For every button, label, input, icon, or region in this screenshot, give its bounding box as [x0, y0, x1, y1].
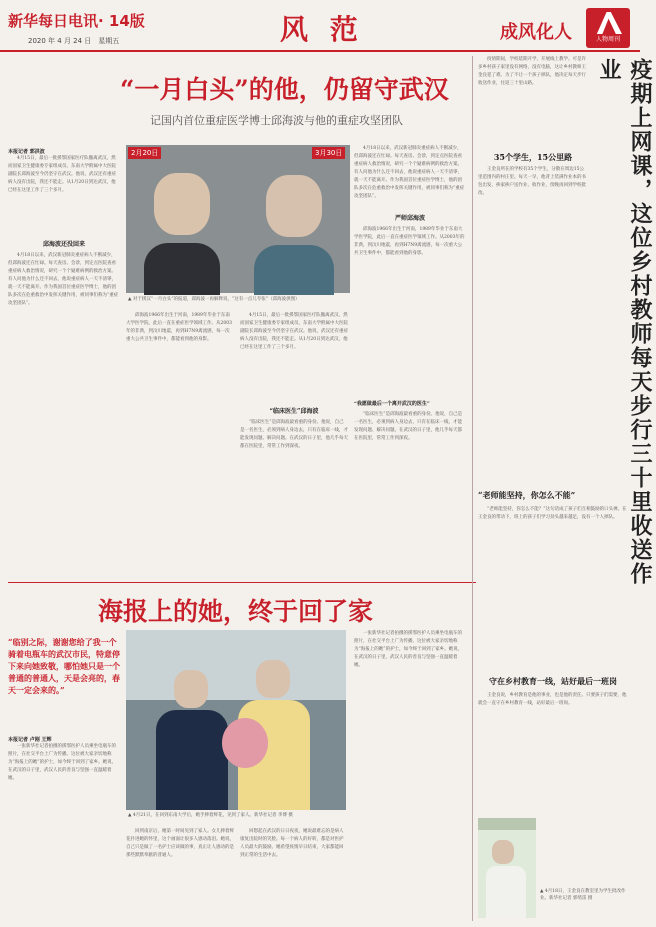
story2-byline: 本报记者 卢刚 王辉	[8, 737, 52, 743]
pull-quote-box	[8, 636, 120, 720]
story1-text-g: “临床医生”是邱海波最看重的身份。他说，自己是一名医生，必须到病人身边去，只有在临床一线，才能发现问题、解决问题。在武汉的日子里，他几乎每天都在医院里，常常工作到深夜。	[354, 412, 463, 441]
photo-tag-left: 2月20日	[128, 147, 161, 159]
paper-name: 新华每日电讯· 14版	[8, 12, 145, 30]
sidebar-text-b: 王金良所在的学校有35个学生，分散在周边15公里范围内的村庄里。每天一早，他背上装满作业本的书包出发，挨家挨户送作业、收作业，傍晚再回到学校批改。	[478, 167, 586, 196]
story1-text-b: 4月18日以来，武汉新冠肺炎重症病人不断减少，但邱海波还在忙碌。每天查房、会诊，到定点医院查看重症病人救治情况，研究一个个疑难病例的救治方案。有人问他为什么还不回去，他说重症病人一天不清零，就一天不能离开。作为我国首位重症医学博士，他的团队多次在危重救治中发挥关键作用，被同事们称为“重症攻坚团队”。	[8, 253, 119, 306]
sidebar-head-3: 守在乡村教育一线，站好最后一班岗	[489, 676, 617, 686]
story1-text-c2: 4月15日，最后一批援鄂国家医疗队撤离武汉，然而国家卫生健康委专家组成员、东南大学附属中大医院副院长邱海波至今仍坚守在武汉。他说，武汉还有重症病人没有出院，我还不能走。从1月20日到达武汉，他已经在这里工作了三个多月。	[240, 313, 348, 350]
story1-caption: ▲ 对于援汉“一月白头”的报道，邱海波一再解释说，“这有一点儿夸张”（邱海波供图）	[128, 297, 300, 302]
story1-section-head-2: “临床医生”邱海波	[269, 408, 319, 415]
story2-text-b: 回到南京后，她第一时间见到了家人。女儿捧着鲜花扑进她的怀里，这个画面让很多人感动落泪。她说，自己只是做了一名护士应该做的事，真正让人感动的是那些默默奉献的普通人。	[126, 829, 234, 858]
story1-col1	[8, 148, 120, 578]
sidebar-caption: ▲ 4月18日，王金良在教室里为学生批改作业。新华社记者 郭绪雷 摄	[540, 889, 626, 901]
sidebar-rule	[472, 56, 473, 921]
story-divider	[8, 582, 476, 583]
story1-text-e: 4月18日以来，武汉新冠肺炎重症病人不断减少，但邱海波还在忙碌。每天查房、会诊，到定点医院查看重症病人救治情况，研究一个个疑难病例的救治方案。有人问他为什么还不回去，他说重症病人一天不清零，就一天不能离开。作为我国首位重症医学博士，他的团队多次在危重救治中发挥关键作用，被同事们称为“重症攻坚团队”。	[354, 146, 465, 199]
column-title: 成风化人	[500, 22, 572, 43]
sidebar-head-1: 35个学生，15公里路	[493, 152, 573, 162]
story2-col1	[8, 736, 120, 922]
story1-col3	[240, 312, 348, 578]
doctor-photo-february	[126, 145, 236, 293]
story2-text-a: 一张新华社记者拍摄的援鄂医护人员乘坐电瓶车的照片，在社交平台上广为传播。这位被大家亲切地称为“海报上的她”的护士，如今终于回到了家乡。她说，在武汉的日子里，武汉人民的善良与坚强一直温暖着她。	[8, 744, 117, 781]
story1-headline: “一月白头”的他，仍留守武汉	[120, 75, 449, 104]
sidebar-text-c: “老师能坚持，你怎么不能？”这句话成了孩子们互相鼓励的口头禅。在王金良的带动下，班上的孩子们学习劲头越来越足，没有一个人掉队。	[478, 507, 627, 520]
story2-caption: ▲ 4月21日，在回到东南大学后，她手捧着鲜花，见到了家人。新华社记者 李博 摄	[128, 813, 293, 818]
story1-subheadline: 记国内首位重症医学博士邱海波与他的重症攻坚团队	[150, 114, 403, 127]
sidebar-head-2: “老师能坚持，你怎么不能”	[478, 490, 576, 500]
story2-text-d: 一张新华社记者拍摄的援鄂医护人员乘坐电瓶车的照片，在社交平台上广为传播。这位被大家亲切地称为“海报上的她”的护士，如今终于回到了家乡。她说，在武汉的日子里，武汉人民的善良与坚强一直温暖着她。	[354, 631, 463, 668]
sidebar-vertical-headline: 疫期上网课，这位乡村教师每天步行三十里收送作业	[596, 58, 653, 586]
story1-section-head-1: 邱海波还没回来	[42, 241, 85, 248]
teacher-photo	[478, 818, 536, 918]
dateline: 2020 年 4 月 24 日 星期五	[28, 37, 120, 45]
story1-col4	[354, 145, 466, 578]
section-title: 风 范	[280, 13, 364, 46]
homecoming-photo	[126, 630, 346, 810]
column-logo-text: 人物周刊	[595, 36, 620, 43]
story2-text-c: 回想起在武汉的日日夜夜，她说最难忘的是病人康复出院时的笑脸。每一个病人的好转，都是对医护人员最大的鼓励。她希望疫情早日结束，大家都能回到正常的生活中去。	[240, 829, 344, 858]
sidebar-text-d: 王金良说，乡村教育是他的事业，也是他的责任。只要孩子们需要，他就会一直守在乡村教育一线，站好最后一班岗。	[478, 693, 627, 706]
story1-text-d: “临床医生”是邱海波最看重的身份。他说，自己是一名医生，必须到病人身边去，只有在临床一线，才能发现问题、解决问题。在武汉的日子里，他几乎每天都在医院里，常常工作到深夜。	[240, 420, 348, 449]
pull-quote: “临别之际，谢谢您给了我一个骑着电瓶车的武汉市民，特意停下来向她致敬，哪怕她只是一个普通的普通人，天是会亮的，春天一定会来的。”	[8, 637, 120, 695]
story1-text-c: 邱海波1966年出生于河南，1989年毕业于东南大学医学院，此后一直在重症医学领域工作。从2003年的非典，到汶川地震，再到H7N9禽流感，每一次重大公共卫生事件中，都能看到他的身影。	[126, 313, 232, 342]
story1-section-head-4: “我愿做最后一个离开武汉的医生”	[354, 401, 430, 407]
sidebar-text-a: 疫情期间，学校延期开学，开展线上教学。可是许多乡村孩子家里没有网络，没有电脑，这让乡村教师王金良犯了难。为了不让一个孩子掉队，他决定每天步行收送作业，往返三十里山路。	[478, 57, 586, 86]
photo-tag-right: 3月30日	[312, 147, 345, 159]
story1-section-head-3: 严师邱海波	[394, 215, 425, 222]
doctor-photo-march	[236, 145, 350, 293]
story2-headline: 海报上的她，终于回了家	[98, 597, 374, 626]
masthead-rule	[0, 50, 640, 52]
story1-text-a: 4月15日，最后一批援鄂国家医疗队撤离武汉，然而国家卫生健康委专家组成员、东南大学附属中大医院副院长邱海波至今仍坚守在武汉。他说，武汉还有重症病人没有出院，我还不能走。从1月20日到达武汉，他已经在这里工作了三个多月。	[8, 156, 116, 193]
story1-text-f: 邱海波1966年出生于河南，1989年毕业于东南大学医学院，此后一直在重症医学领域工作。从2003年的非典，到汶川地震，再到H7N9禽流感，每一次重大公共卫生事件中，都能看到他的身影。	[354, 227, 465, 256]
story1-byline: 本报记者 郭洪波	[8, 149, 45, 155]
